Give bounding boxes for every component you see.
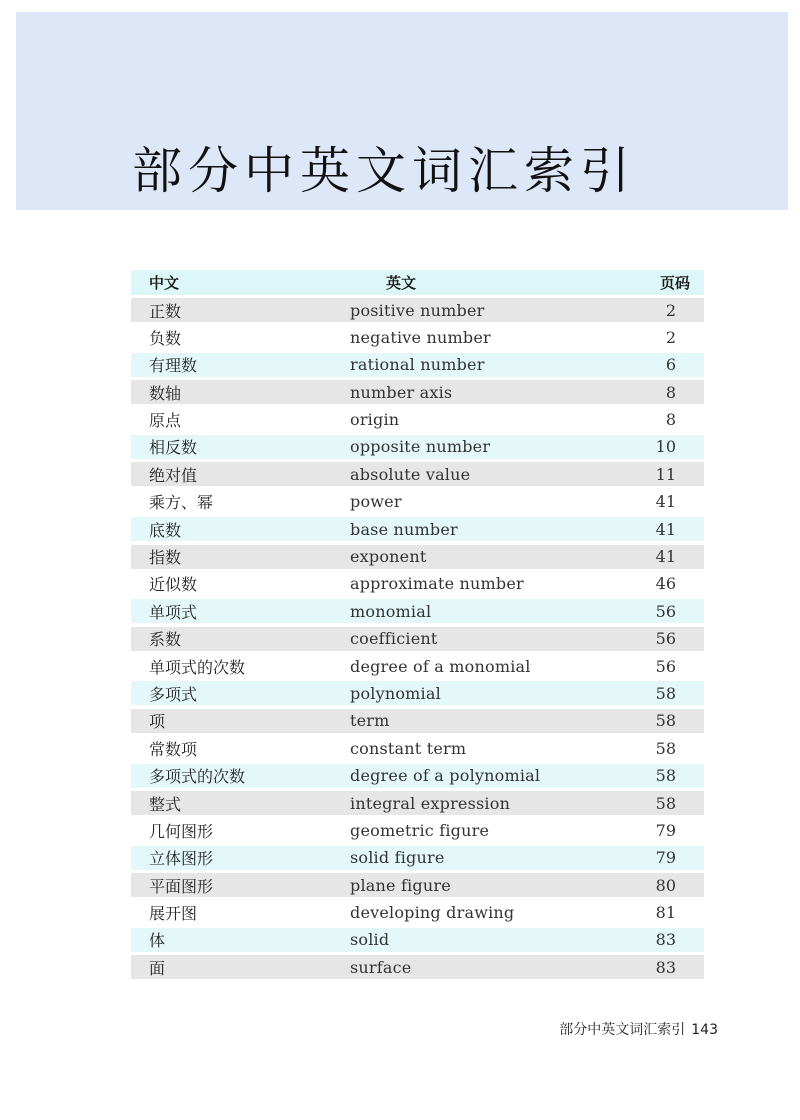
table-row xyxy=(131,545,704,569)
cell-chinese: 原点 xyxy=(149,411,182,431)
table-row xyxy=(131,325,704,349)
header-english: 英文 xyxy=(386,274,417,292)
cell-english: monomial xyxy=(350,601,432,621)
table-row xyxy=(131,462,704,486)
table-row xyxy=(131,901,704,925)
cell-page: 6 xyxy=(665,355,676,375)
cell-page: 2 xyxy=(665,327,676,347)
cell-chinese: 正数 xyxy=(149,301,182,321)
cell-chinese: 单项式 xyxy=(149,602,198,622)
cell-chinese: 项 xyxy=(149,712,166,732)
cell-page: 80 xyxy=(655,875,676,895)
cell-english: term xyxy=(350,711,390,731)
cell-english: coefficient xyxy=(350,629,438,649)
cell-chinese: 多项式的次数 xyxy=(149,767,246,787)
cell-page: 79 xyxy=(655,820,676,840)
table-row xyxy=(131,955,704,979)
header-chinese: 中文 xyxy=(149,274,180,292)
table-row xyxy=(131,435,704,459)
cell-chinese: 面 xyxy=(149,958,166,978)
cell-chinese: 展开图 xyxy=(149,904,198,924)
cell-chinese: 平面图形 xyxy=(149,876,214,896)
cell-page: 58 xyxy=(655,738,676,758)
cell-english: approximate number xyxy=(350,574,524,594)
cell-english: number axis xyxy=(350,382,453,402)
cell-english: negative number xyxy=(350,327,491,347)
cell-english: positive number xyxy=(350,300,485,320)
cell-chinese: 负数 xyxy=(149,328,182,348)
table-row xyxy=(131,736,704,760)
cell-english: degree of a polynomial xyxy=(350,766,541,786)
cell-chinese: 多项式 xyxy=(149,684,198,704)
cell-page: 58 xyxy=(655,793,676,813)
cell-english: geometric figure xyxy=(350,820,490,840)
table-row xyxy=(131,517,704,541)
header-page: 页码 xyxy=(659,274,690,292)
cell-page: 56 xyxy=(655,656,676,676)
cell-chinese: 系数 xyxy=(149,630,182,650)
cell-chinese: 单项式的次数 xyxy=(149,657,246,677)
footer-page-number: 143 xyxy=(691,1022,718,1038)
table-row xyxy=(131,818,704,842)
cell-chinese: 乘方、幂 xyxy=(149,493,214,513)
table-row xyxy=(131,490,704,514)
table-row xyxy=(131,791,704,815)
cell-page: 58 xyxy=(655,683,676,703)
page-footer xyxy=(559,1019,718,1039)
table-row xyxy=(131,408,704,432)
table-body xyxy=(131,298,704,979)
cell-page: 79 xyxy=(655,848,676,868)
cell-page: 8 xyxy=(665,382,676,402)
cell-chinese: 数轴 xyxy=(149,383,182,403)
table-row xyxy=(131,681,704,705)
cell-chinese: 底数 xyxy=(149,520,182,540)
cell-chinese: 体 xyxy=(149,931,166,951)
cell-english: power xyxy=(350,492,402,512)
cell-english: absolute value xyxy=(350,464,471,484)
cell-page: 2 xyxy=(665,300,676,320)
cell-page: 83 xyxy=(655,957,676,977)
cell-page: 56 xyxy=(655,601,676,621)
cell-english: origin xyxy=(350,410,400,430)
cell-page: 41 xyxy=(655,492,676,512)
cell-page: 41 xyxy=(655,519,676,539)
vocabulary-index-table xyxy=(131,270,704,983)
cell-english: exponent xyxy=(350,547,427,567)
table-row xyxy=(131,353,704,377)
cell-page: 46 xyxy=(655,574,676,594)
table-header xyxy=(131,270,704,295)
cell-page: 58 xyxy=(655,711,676,731)
cell-chinese: 常数项 xyxy=(149,739,198,759)
table-row xyxy=(131,846,704,870)
cell-page: 8 xyxy=(665,410,676,430)
cell-page: 41 xyxy=(655,547,676,567)
cell-page: 81 xyxy=(655,903,676,923)
cell-chinese: 有理数 xyxy=(149,356,198,376)
table-row xyxy=(131,380,704,404)
cell-page: 11 xyxy=(655,464,676,484)
cell-chinese: 立体图形 xyxy=(149,849,214,869)
table-row xyxy=(131,709,704,733)
cell-chinese: 相反数 xyxy=(149,438,198,458)
table-row xyxy=(131,572,704,596)
cell-english: integral expression xyxy=(350,793,511,813)
cell-english: solid figure xyxy=(350,848,445,868)
table-row xyxy=(131,928,704,952)
cell-english: solid xyxy=(350,930,390,950)
cell-english: opposite number xyxy=(350,437,491,457)
cell-page: 10 xyxy=(655,437,676,457)
cell-page: 83 xyxy=(655,930,676,950)
cell-english: base number xyxy=(350,519,458,539)
cell-chinese: 指数 xyxy=(149,548,182,568)
cell-english: developing drawing xyxy=(350,903,515,923)
table-row xyxy=(131,873,704,897)
table-row xyxy=(131,298,704,322)
page-title: 部分中英文词汇索引 xyxy=(132,142,636,200)
cell-english: surface xyxy=(350,957,412,977)
cell-english: polynomial xyxy=(350,683,441,703)
table-row xyxy=(131,627,704,651)
cell-english: degree of a monomial xyxy=(350,656,531,676)
cell-chinese: 近似数 xyxy=(149,575,198,595)
cell-page: 58 xyxy=(655,766,676,786)
cell-chinese: 整式 xyxy=(149,794,182,814)
footer-section-title: 部分中英文词汇索引 xyxy=(559,1022,686,1038)
table-row xyxy=(131,654,704,678)
cell-english: constant term xyxy=(350,738,467,758)
cell-chinese: 几何图形 xyxy=(149,821,214,841)
table-row xyxy=(131,599,704,623)
cell-english: plane figure xyxy=(350,875,451,895)
cell-english: rational number xyxy=(350,355,485,375)
cell-page: 56 xyxy=(655,629,676,649)
cell-chinese: 绝对值 xyxy=(149,465,198,485)
table-row xyxy=(131,764,704,788)
